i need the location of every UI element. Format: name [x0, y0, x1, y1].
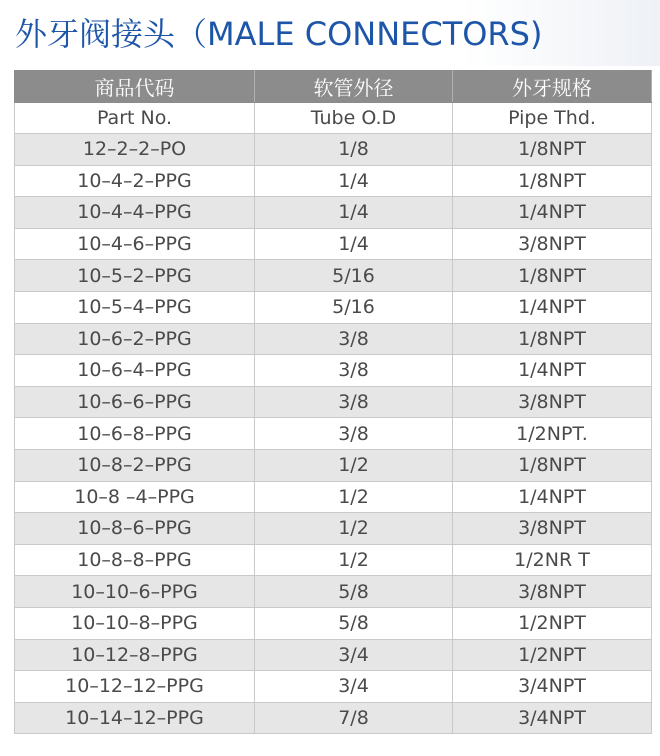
pipe-thread-cell: 1/4NPT — [453, 197, 652, 229]
tube-od-cell: 1/8 — [255, 134, 453, 166]
part-number-cell: 10–6–4–PPG — [15, 355, 255, 387]
male-connectors-table — [14, 70, 652, 734]
part-number-cell: 10–4–6–PPG — [15, 228, 255, 260]
table-body — [15, 134, 652, 734]
tube-od-cell: 5/8 — [255, 607, 453, 639]
tube-od-cell: 3/8 — [255, 386, 453, 418]
table-row — [15, 671, 652, 703]
part-number-cell: 10–12–12–PPG — [15, 671, 255, 703]
part-number-cell: 10–6–6–PPG — [15, 386, 255, 418]
header-row-english — [15, 103, 652, 134]
header-part-no: Part No. — [15, 103, 255, 134]
pipe-thread-cell: 3/8NPT — [453, 576, 652, 608]
tube-od-cell: 1/2 — [255, 544, 453, 576]
part-number-cell: 12–2–2–PO — [15, 134, 255, 166]
pipe-thread-cell: 1/8NPT — [453, 260, 652, 292]
part-number-cell: 10–12–8–PPG — [15, 639, 255, 671]
header-row-chinese — [15, 71, 652, 103]
title-bar — [0, 0, 660, 66]
pipe-thread-cell: 1/2NPT — [453, 639, 652, 671]
header-tube-od: Tube O.D — [255, 103, 453, 134]
pipe-thread-cell: 1/2NPT — [453, 607, 652, 639]
table-row — [15, 260, 652, 292]
header-pipe-thread: Pipe Thd. — [453, 103, 652, 134]
table-row — [15, 544, 652, 576]
pipe-thread-cell: 1/2NR T — [453, 544, 652, 576]
part-number-cell: 10–4–2–PPG — [15, 165, 255, 197]
table-row — [15, 386, 652, 418]
table-row — [15, 291, 652, 323]
pipe-thread-cell: 1/4NPT — [453, 291, 652, 323]
header-pipe-thread-cn: 外牙规格 — [453, 71, 652, 103]
pipe-thread-cell: 3/4NPT — [453, 671, 652, 703]
part-number-cell: 10–14–12–PPG — [15, 702, 255, 734]
part-number-cell: 10–8–8–PPG — [15, 544, 255, 576]
table-row — [15, 228, 652, 260]
part-number-cell: 10–6–2–PPG — [15, 323, 255, 355]
pipe-thread-cell: 1/4NPT — [453, 355, 652, 387]
part-number-cell: 10–8–6–PPG — [15, 513, 255, 545]
tube-od-cell: 1/2 — [255, 513, 453, 545]
header-part-code-cn: 商品代码 — [15, 71, 255, 103]
tube-od-cell: 3/4 — [255, 639, 453, 671]
tube-od-cell: 5/16 — [255, 260, 453, 292]
page-title: 外牙阀接头（MALE CONNECTORS) — [15, 15, 543, 53]
pipe-thread-cell: 3/8NPT — [453, 228, 652, 260]
part-number-cell: 10–8 –4–PPG — [15, 481, 255, 513]
tube-od-cell: 5/8 — [255, 576, 453, 608]
table-row — [15, 197, 652, 229]
tube-od-cell: 1/4 — [255, 165, 453, 197]
pipe-thread-cell: 1/8NPT — [453, 449, 652, 481]
part-number-cell: 10–5–4–PPG — [15, 291, 255, 323]
table-row — [15, 449, 652, 481]
table-row — [15, 355, 652, 387]
pipe-thread-cell: 3/8NPT — [453, 513, 652, 545]
part-number-cell: 10–10–6–PPG — [15, 576, 255, 608]
table-row — [15, 165, 652, 197]
pipe-thread-cell: 1/2NPT. — [453, 418, 652, 450]
tube-od-cell: 3/8 — [255, 355, 453, 387]
pipe-thread-cell: 1/4NPT — [453, 481, 652, 513]
part-number-cell: 10–5–2–PPG — [15, 260, 255, 292]
table-row — [15, 323, 652, 355]
table-row — [15, 607, 652, 639]
table-row — [15, 576, 652, 608]
tube-od-cell: 7/8 — [255, 702, 453, 734]
part-number-cell: 10–6–8–PPG — [15, 418, 255, 450]
header-tube-od-cn: 软管外径 — [255, 71, 453, 103]
pipe-thread-cell: 1/8NPT — [453, 165, 652, 197]
table-row — [15, 418, 652, 450]
part-number-cell: 10–8–2–PPG — [15, 449, 255, 481]
part-number-cell: 10–4–4–PPG — [15, 197, 255, 229]
tube-od-cell: 1/4 — [255, 228, 453, 260]
pipe-thread-cell: 3/4NPT — [453, 702, 652, 734]
tube-od-cell: 5/16 — [255, 291, 453, 323]
table-row — [15, 639, 652, 671]
pipe-thread-cell: 3/8NPT — [453, 386, 652, 418]
table-row — [15, 481, 652, 513]
pipe-thread-cell: 1/8NPT — [453, 134, 652, 166]
table-row — [15, 702, 652, 734]
tube-od-cell: 3/8 — [255, 323, 453, 355]
tube-od-cell: 3/4 — [255, 671, 453, 703]
part-number-cell: 10–10–8–PPG — [15, 607, 255, 639]
table-row — [15, 513, 652, 545]
tube-od-cell: 1/2 — [255, 481, 453, 513]
tube-od-cell: 1/4 — [255, 197, 453, 229]
tube-od-cell: 1/2 — [255, 449, 453, 481]
table-row — [15, 134, 652, 166]
tube-od-cell: 3/8 — [255, 418, 453, 450]
pipe-thread-cell: 1/8NPT — [453, 323, 652, 355]
